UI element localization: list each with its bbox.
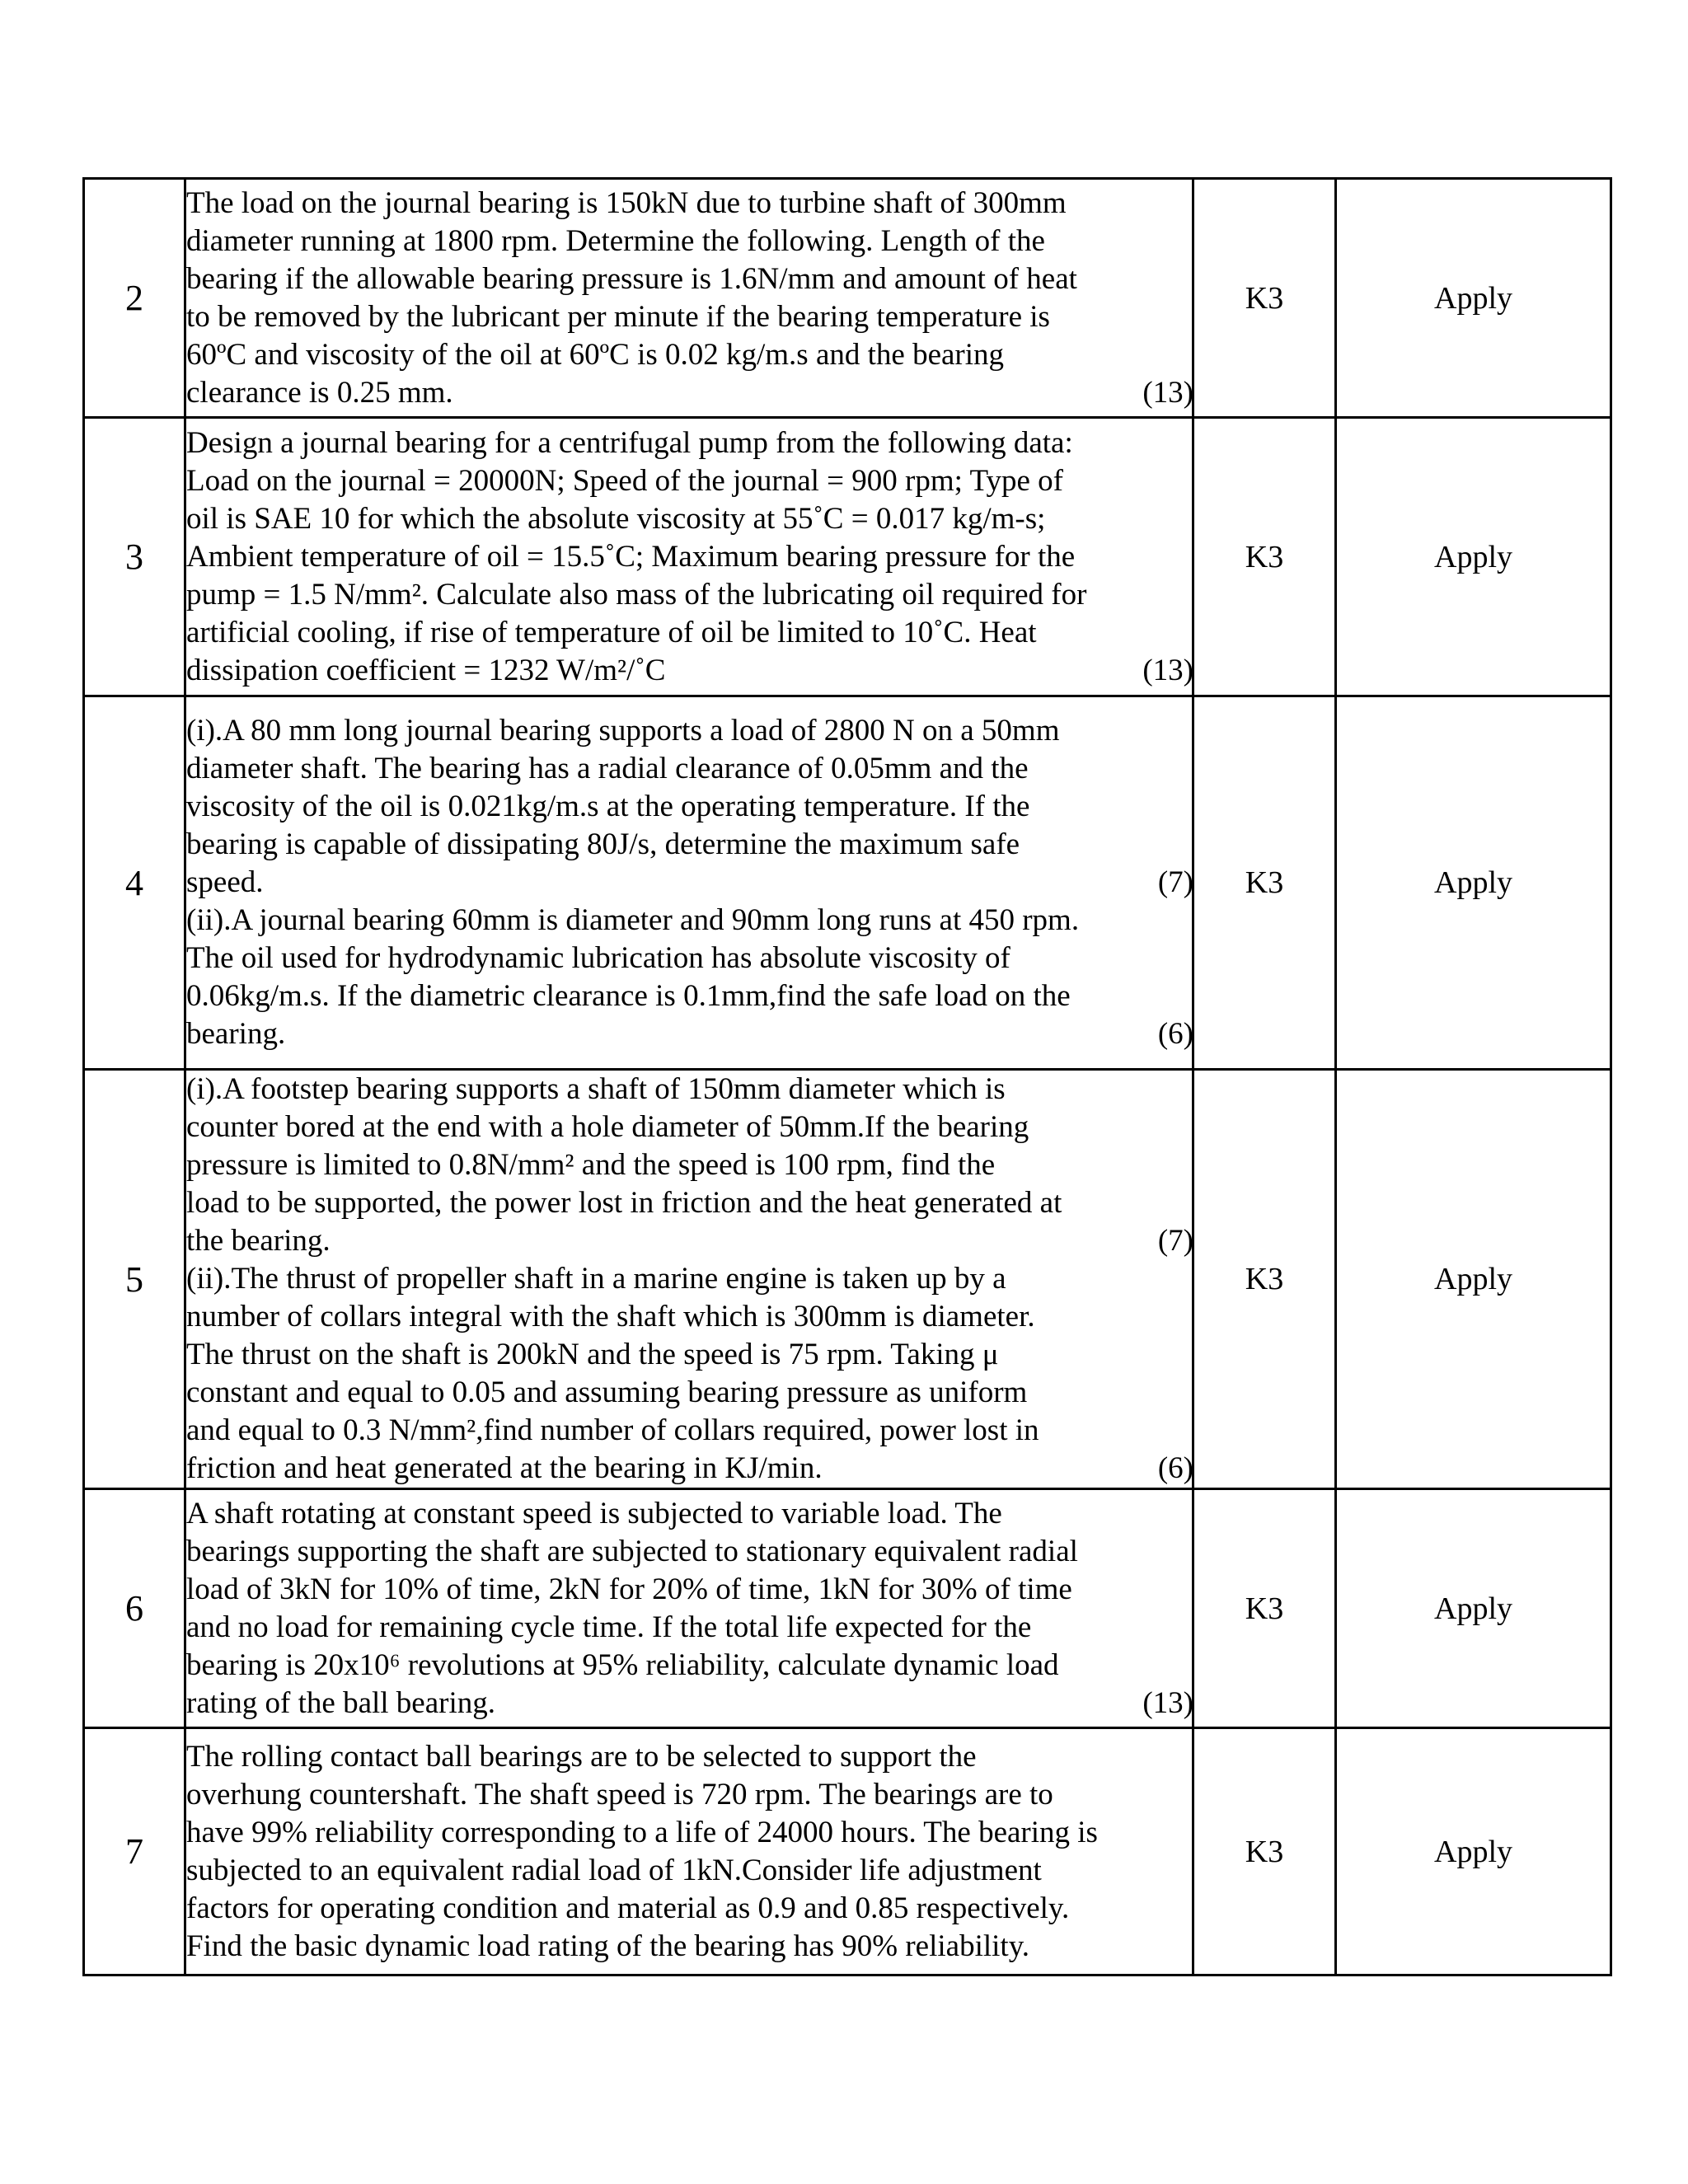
question-line <box>186 185 1192 223</box>
question-line <box>186 223 1192 260</box>
question-number: 6 <box>84 1489 185 1728</box>
question-line <box>186 1738 1192 1776</box>
question-line-text: overhung countershaft. The shaft speed is 720 rpm. The bearings are to <box>186 1777 1053 1811</box>
question-line-text: subjected to an equivalent radial load of 1kN.Consider life adjustment <box>186 1853 1042 1887</box>
question-number: 7 <box>84 1728 185 1975</box>
question-number: 2 <box>84 179 185 418</box>
question-line <box>186 1298 1192 1336</box>
question-line-text: The load on the journal bearing is 150kN due to turbine shaft of 300mm <box>186 185 1067 220</box>
question-line-text: load of 3kN for 10% of time, 2kN for 20% of time, 1kN for 30% of time <box>186 1572 1072 1606</box>
question-line <box>186 1776 1192 1814</box>
question-line-text: bearing if the allowable bearing pressure is 1.6N/mm and amount of heat <box>186 261 1077 296</box>
question-line <box>186 1533 1192 1571</box>
question-line <box>186 1609 1192 1647</box>
question-line-text: Find the basic dynamic load rating of the bearing has 90% reliability. <box>186 1929 1030 1963</box>
question-line-text: bearing is 20x10⁶ revolutions at 95% reliability, calculate dynamic load <box>186 1647 1059 1682</box>
question-line <box>186 576 1192 614</box>
question-line-text: bearing is capable of dissipating 80J/s, determine the maximum safe <box>186 827 1020 861</box>
question-line-text: A shaft rotating at constant speed is subjected to variable load. The <box>186 1496 1002 1530</box>
question-row <box>84 1489 1611 1728</box>
question-line-text: Load on the journal = 20000N; Speed of the journal = 900 rpm; Type of <box>186 463 1063 498</box>
question-line <box>186 298 1192 336</box>
question-table-body <box>84 179 1611 1975</box>
question-line <box>186 1336 1192 1374</box>
question-line <box>186 1108 1192 1146</box>
question-line-text: friction and heat generated at the bearing in KJ/min. <box>186 1451 823 1485</box>
question-line <box>186 538 1192 576</box>
question-text-cell <box>185 1070 1193 1489</box>
question-line <box>186 1890 1192 1928</box>
blooms-level: Apply <box>1336 1489 1611 1728</box>
question-line <box>186 977 1192 1015</box>
question-line-text: pressure is limited to 0.8N/mm² and the speed is 100 rpm, find the <box>186 1148 996 1182</box>
knowledge-level: K3 <box>1193 179 1336 418</box>
question-line <box>186 1495 1192 1533</box>
question-line <box>186 1852 1192 1890</box>
question-line-text: constant and equal to 0.05 and assuming bearing pressure as uniform <box>186 1376 1028 1409</box>
question-part <box>186 1495 1192 1722</box>
question-line <box>186 1260 1192 1298</box>
question-line-text: (ii).The thrust of propeller shaft in a marine engine is taken up by a <box>186 1262 1006 1296</box>
question-line <box>186 1814 1192 1852</box>
knowledge-level: K3 <box>1193 696 1336 1070</box>
marks-label: (13) <box>1142 375 1193 410</box>
question-part <box>186 185 1192 412</box>
question-row <box>84 418 1611 696</box>
knowledge-level: K3 <box>1193 1728 1336 1975</box>
question-line-text: dissipation coefficient = 1232 W/m²/˚C <box>186 653 666 687</box>
question-line-text: diameter shaft. The bearing has a radial clearance of 0.05mm and the <box>186 752 1029 785</box>
question-text-cell <box>185 696 1193 1070</box>
blooms-level: Apply <box>1336 1070 1611 1489</box>
question-text-cell <box>185 1728 1193 1975</box>
question-line-text: The thrust on the shaft is 200kN and the speed is 75 rpm. Taking μ <box>186 1338 999 1371</box>
question-line <box>186 462 1192 500</box>
question-line-text: Ambient temperature of oil = 15.5˚C; Maximum bearing pressure for the <box>186 539 1076 574</box>
question-line-text: clearance is 0.25 mm. <box>186 375 453 410</box>
question-line <box>186 1071 1192 1108</box>
question-line-text: (ii).A journal bearing 60mm is diameter and 90mm long runs at 450 rpm. <box>186 903 1080 937</box>
blooms-level: Apply <box>1336 696 1611 1070</box>
question-line-text: diameter running at 1800 rpm. Determine the following. Length of the <box>186 223 1045 258</box>
question-line-text: bearings supporting the shaft are subjected to stationary equivalent radial <box>186 1534 1078 1568</box>
marks-label: (7) <box>1157 865 1193 899</box>
question-line-text: artificial cooling, if rise of temperature of oil be limited to 10˚C. Heat <box>186 615 1037 649</box>
blooms-level: Apply <box>1336 418 1611 696</box>
marks-label: (6) <box>1157 1017 1193 1051</box>
question-line <box>186 1647 1192 1685</box>
question-line <box>186 940 1192 977</box>
question-line-text: the bearing. <box>186 1224 331 1258</box>
question-line <box>186 1571 1192 1609</box>
question-part <box>186 1260 1192 1488</box>
question-line-text: factors for operating condition and material as 0.9 and 0.85 respectively. <box>186 1891 1070 1925</box>
question-line <box>186 336 1192 374</box>
question-line-text: (i).A footstep bearing supports a shaft of 150mm diameter which is <box>186 1072 1006 1106</box>
question-line-text: (i).A 80 mm long journal bearing supports a load of 2800 N on a 50mm <box>186 714 1060 748</box>
question-line <box>186 750 1192 788</box>
question-line-text: The oil used for hydrodynamic lubrication has absolute viscosity of <box>186 941 1010 975</box>
question-line-text: oil is SAE 10 for which the absolute viscosity at 55˚C = 0.017 kg/m-s; <box>186 501 1046 536</box>
question-row <box>84 1728 1611 1975</box>
question-line <box>186 712 1192 750</box>
blooms-level: Apply <box>1336 179 1611 418</box>
question-line <box>186 1685 1192 1722</box>
knowledge-level: K3 <box>1193 1070 1336 1489</box>
question-line <box>186 1222 1192 1260</box>
question-line-text: have 99% reliability corresponding to a life of 24000 hours. The bearing is <box>186 1815 1098 1849</box>
question-text-cell <box>185 1489 1193 1728</box>
question-line <box>186 788 1192 826</box>
question-row <box>84 696 1611 1070</box>
question-line <box>186 1928 1192 1966</box>
question-line-text: viscosity of the oil is 0.021kg/m.s at the operating temperature. If the <box>186 790 1030 823</box>
question-line-text: speed. <box>186 865 264 899</box>
question-line-text: counter bored at the end with a hole diameter of 50mm.If the bearing <box>186 1110 1029 1144</box>
question-line-text: 0.06kg/m.s. If the diametric clearance is 0.1mm,find the safe load on the <box>186 979 1071 1013</box>
question-part <box>186 712 1192 902</box>
question-line-text: number of collars integral with the shaft which is 300mm is diameter. <box>186 1300 1035 1333</box>
question-line <box>186 260 1192 298</box>
question-line <box>186 424 1192 462</box>
question-part <box>186 1071 1192 1260</box>
question-row <box>84 179 1611 418</box>
marks-label: (6) <box>1157 1451 1193 1485</box>
question-number: 3 <box>84 418 185 696</box>
question-line <box>186 374 1192 412</box>
question-part <box>186 1738 1192 1966</box>
question-line <box>186 1015 1192 1053</box>
question-line <box>186 1374 1192 1412</box>
question-line <box>186 500 1192 538</box>
question-line-text: rating of the ball bearing. <box>186 1685 496 1720</box>
question-line-text: pump = 1.5 N/mm². Calculate also mass of the lubricating oil required for <box>186 577 1087 612</box>
question-line-text: to be removed by the lubricant per minute if the bearing temperature is <box>186 299 1050 334</box>
marks-label: (13) <box>1142 1685 1193 1720</box>
question-line-text: and equal to 0.3 N/mm²,find number of collars required, power lost in <box>186 1413 1039 1447</box>
question-number: 4 <box>84 696 185 1070</box>
question-line-text: and no load for remaining cycle time. If the total life expected for the <box>186 1610 1032 1644</box>
question-part <box>186 424 1192 690</box>
question-part <box>186 902 1192 1053</box>
question-number: 5 <box>84 1070 185 1489</box>
question-line <box>186 826 1192 864</box>
knowledge-level: K3 <box>1193 418 1336 696</box>
question-line <box>186 1412 1192 1450</box>
question-line <box>186 902 1192 940</box>
question-line <box>186 614 1192 652</box>
question-text-cell <box>185 179 1193 418</box>
marks-label: (7) <box>1157 1224 1193 1258</box>
question-line-text: Design a journal bearing for a centrifugal pump from the following data: <box>186 425 1073 460</box>
question-line <box>186 1450 1192 1488</box>
blooms-level: Apply <box>1336 1728 1611 1975</box>
marks-label: (13) <box>1142 653 1193 687</box>
knowledge-level: K3 <box>1193 1489 1336 1728</box>
question-row <box>84 1070 1611 1489</box>
question-table <box>82 177 1612 1976</box>
question-line <box>186 652 1192 690</box>
question-line-text: load to be supported, the power lost in friction and the heat generated at <box>186 1186 1062 1220</box>
question-text-cell <box>185 418 1193 696</box>
question-line <box>186 1184 1192 1222</box>
question-line-text: The rolling contact ball bearings are to be selected to support the <box>186 1739 977 1774</box>
question-line-text: 60ºC and viscosity of the oil at 60ºC is 0.02 kg/m.s and the bearing <box>186 337 1005 372</box>
question-line <box>186 864 1192 902</box>
question-line-text: bearing. <box>186 1017 286 1051</box>
question-line <box>186 1146 1192 1184</box>
